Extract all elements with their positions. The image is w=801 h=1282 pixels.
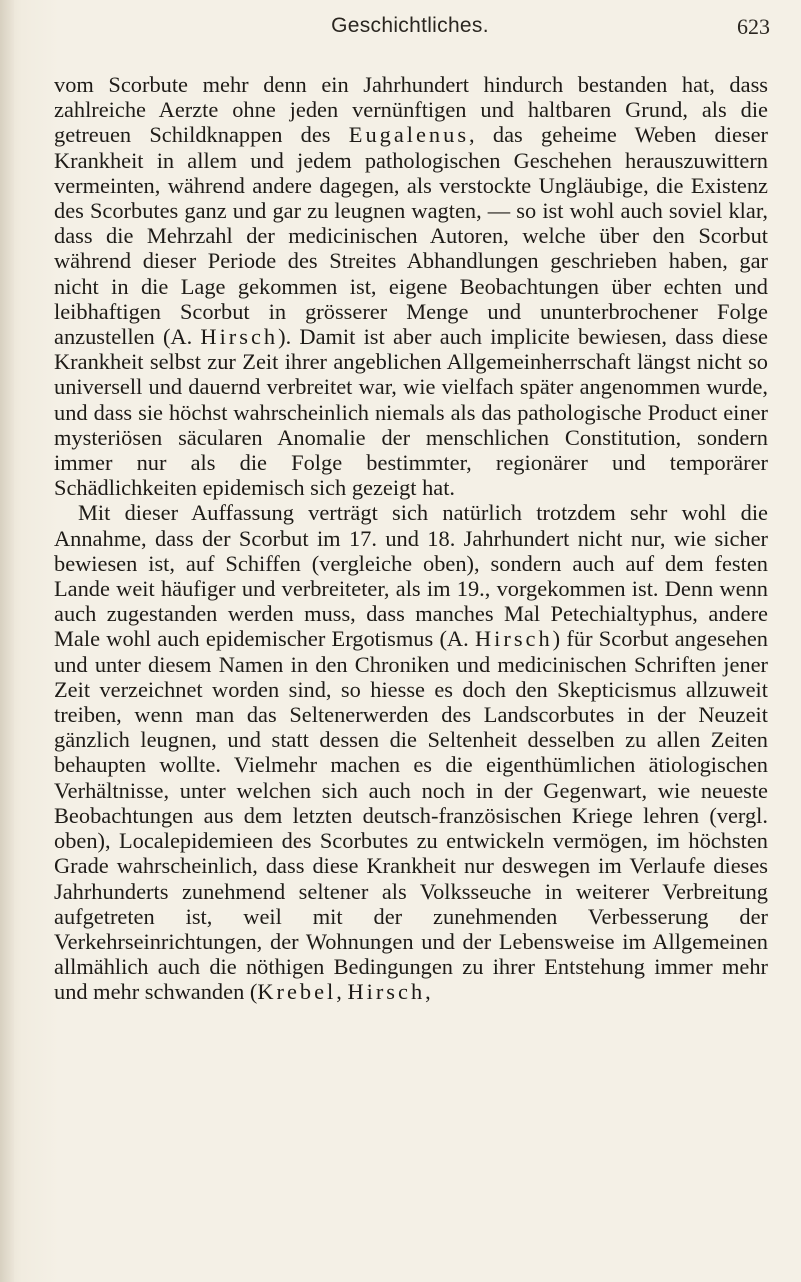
text-run: , (425, 979, 431, 1005)
author-name: Hirsch (200, 324, 279, 350)
paragraph-2 (54, 500, 768, 1004)
author-name: Eugalenus (348, 122, 470, 148)
text-run: Mit dieser Auffassung verträgt sich natürlich trotzdem sehr wohl die Annahme, dass der Scorbut im 17. und 18. Jahrhundert nicht nur, wie sicher bewiesen ist, auf Schiffen (vergleiche oben), sondern auch auf dem festen Lande weit häufiger und verbreiteter, als im 19., vorgekommen ist. Denn wenn auch zugestanden werden muss, dass manches Mal Petechialtyphus, andere Male wohl auch epidemischer Ergotismus (A. (54, 500, 768, 652)
paragraph-1 (54, 72, 768, 500)
text-run: ). Damit ist aber auch implicite bewiesen, dass diese Krankheit selbst zur Zeit ihrer angeblichen Allgemeinherrschaft längst nicht so universell und dauernd verbreitet war, wie vielfach später angenommen wurde, und dass sie höchst wahrscheinlich niemals als das pathologische Product einer mysteriösen säcularen Anomalie der menschlichen Constitution, sondern immer nur als die Folge bestimmter, regionärer und temporärer Schädlichkeiten epidemisch sich gezeigt hat. (54, 324, 768, 501)
running-head (60, 14, 770, 54)
author-name: Hirsch (347, 979, 426, 1005)
page-number: 623 (737, 14, 770, 39)
text-run: ) für Scorbut angesehen und unter diesem Namen in den Chroniken und medicinischen Schriften jener Zeit verzeichnet worden sind, so hiesse es doch den Skepticismus allzuweit treiben, wenn man das Seltenerwerden des Landscorbutes in der Neuzeit gänzlich leugnen, und statt dessen die Seltenheit desselben zu allen Zeiten behaupten wollte. Vielmehr machen es die eigenthümlichen ätiologischen Verhältnisse, unter welchen sich auch noch in der Gegenwart, wie neueste Beobachtungen aus dem letzten deutsch-französischen Kriege lehren (vergl. oben), Localepidemieen des Scorbutes zu entwickeln vermögen, im höchsten Grade wahrscheinlich, dass diese Krankheit nur deswegen im Verlaufe dieses Jahrhunderts zunehmend seltener als Volksseuche in weiterer Verbreitung aufgetreten ist, weil mit der zunehmenden Verbesserung der Verkehrseinrichtungen, der Wohnungen und der Lebensweise im Allgemeinen allmählich auch die nöthigen Bedingungen zu ihrer Entstehung immer mehr und mehr schwanden ( (54, 626, 768, 1005)
text-run: vom Scorbute mehr denn ein Jahrhundert hindurch bestanden hat, dass zahlreiche Aerzte ohne jeden vernünftigen und haltbaren Grund, als die getreuen Schildknappen des (54, 72, 768, 148)
text-run: , (336, 979, 348, 1005)
text-run: , das geheime Weben dieser Krankheit in allem und jedem pathologischen Geschehen herauszuwittern vermeinten, während andere dagegen, als verstockte Ungläubige, die Existenz des Scorbutes ganz und gar zu leugnen wagten, — so ist wohl auch soviel klar, dass die Mehrzahl der medicinischen Autoren, welche über den Scorbut während dieser Periode des Streites Abhandlungen geschrieben haben, gar nicht in die Lage gekommen ist, eigene Beobachtungen über echten und leibhaftigen Scorbut in grösserer Menge und ununterbrochener Folge anzustellen (A. (54, 122, 769, 350)
running-head-title: Geschichtliches. (331, 14, 489, 37)
page-binding-edge (0, 0, 14, 1282)
author-name: Hirsch (474, 626, 553, 652)
author-name: Krebel (257, 979, 337, 1005)
body-text (54, 72, 768, 1005)
